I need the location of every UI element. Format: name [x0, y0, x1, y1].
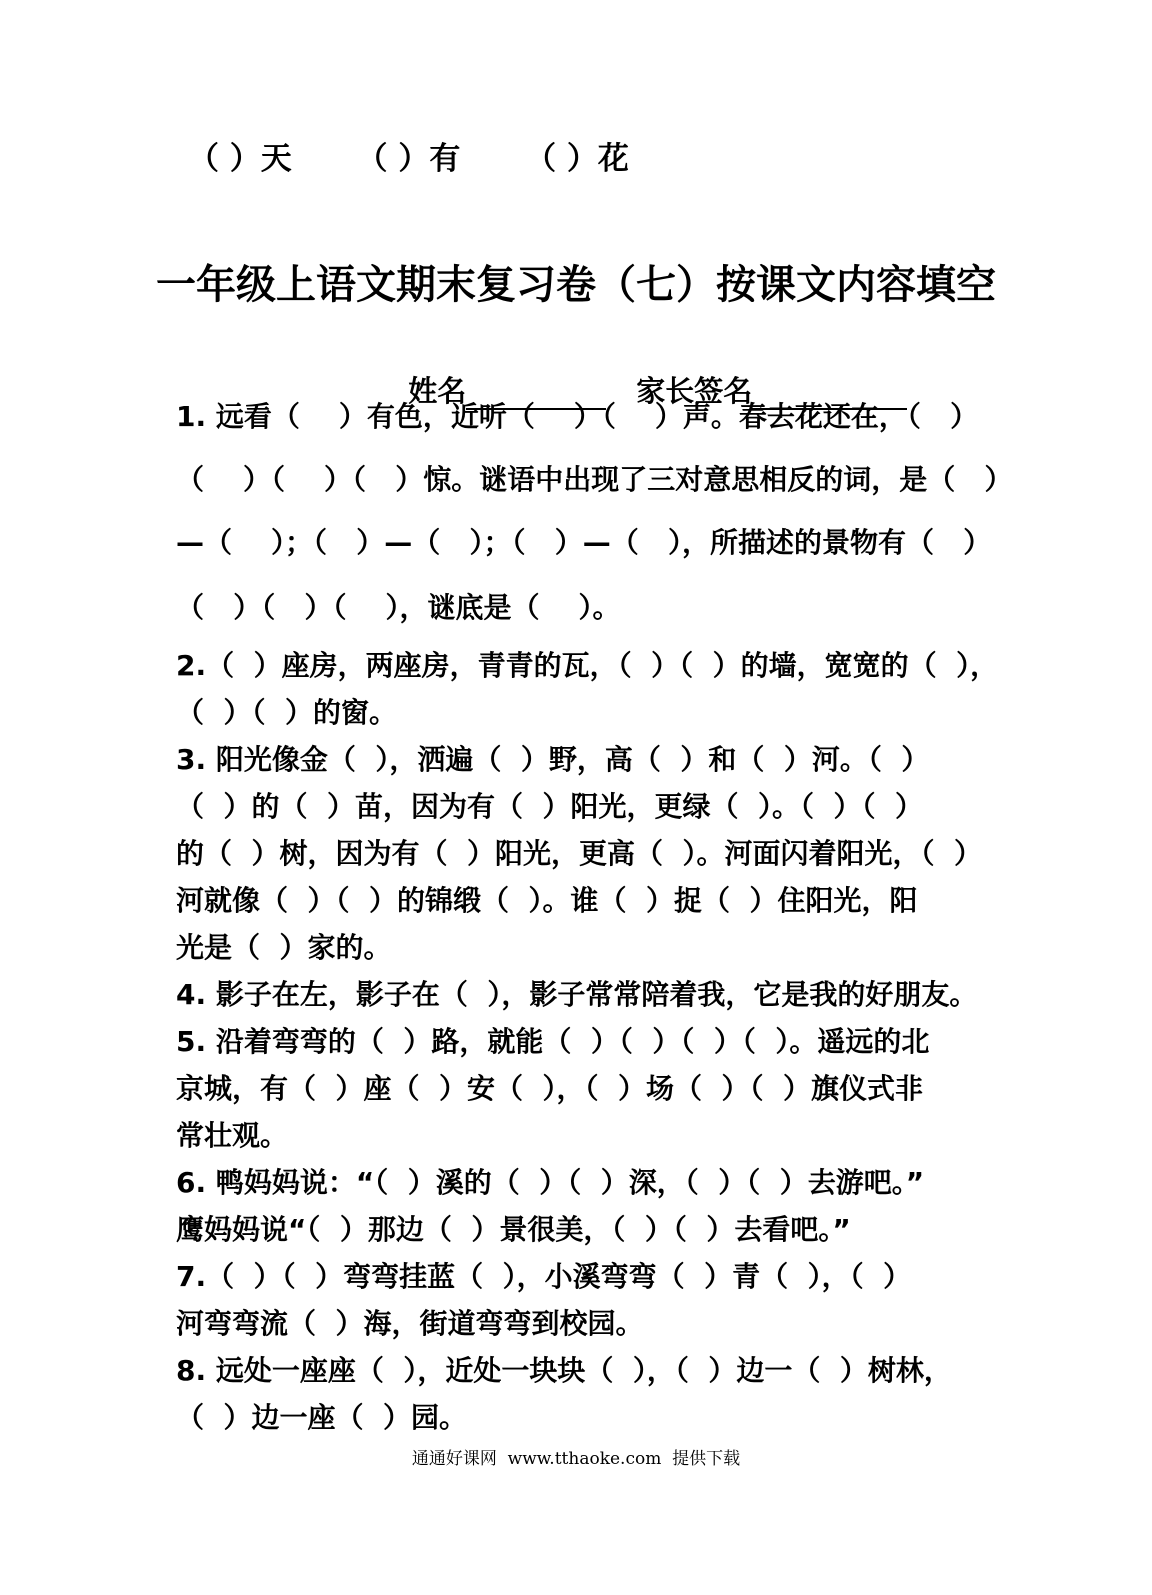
question-line: 鹰妈妈说“（ ）那边（ ）景很美，（ ）（ ）去看吧。”	[176, 1213, 851, 1246]
top-line: （ ）天 （ ）有 （ ）花	[188, 141, 629, 177]
question-line: （ ）边一座（ ）园。	[176, 1401, 467, 1434]
question-line: 5. 沿着弯弯的（ ）路，就能（ ）（ ）（ ）（ ）。遥远的北	[176, 1025, 930, 1058]
name-label: 姓名	[408, 374, 467, 408]
question-line: 的（ ）树，因为有（ ）阳光，更高（ ）。河面闪着阳光，（ ）	[176, 837, 982, 870]
question-line: 4. 影子在左，影子在（ ），影子常常陪着我，它是我的好朋友。	[176, 978, 978, 1011]
question-line: 8. 远处一座座（ ），近处一块块（ ），（ ）边一（ ）树林，	[176, 1354, 952, 1387]
question-line: 光是（ ）家的。	[176, 931, 392, 964]
question-line: （ ）（ ）（ ）惊。谜语中出现了三对意思相反的词，是（ ）	[176, 463, 1013, 496]
question-line: 1. 远看（ ）有色，近听（ ）（ ）声。春去花还在，（ ）	[176, 400, 979, 433]
question-line: 常壮观。	[176, 1119, 289, 1152]
question-line: 6. 鸭妈妈说：“（ ）溪的（ ）（ ）深，（ ）（ ）去游吧。”	[176, 1166, 925, 1199]
question-line: 2.（ ）座房，两座房，青青的瓦，（ ）（ ）的墙，宽宽的（ ），	[176, 649, 999, 682]
question-line: （ ）的（ ）苗，因为有（ ）阳光，更绿（ ）。（ ）（ ）	[176, 790, 923, 823]
question-line: （ ）（ ）的窗。	[176, 696, 397, 729]
question-line: 3. 阳光像金（ ），洒遍（ ）野，高（ ）和（ ）河。（ ）	[176, 743, 930, 776]
question-line: 7.（ ）（ ）弯弯挂蓝（ ），小溪弯弯（ ）青（ ），（ ）	[176, 1260, 912, 1293]
footer-note: 通通好课网 www.tthaoke.com 提供下载	[411, 1449, 741, 1469]
question-line: 河弯弯流（ ）海，街道弯弯到校园。	[176, 1307, 644, 1340]
question-line: 河就像（ ）（ ）的锦缎（ ）。谁（ ）捉（ ）住阳光，阳	[176, 884, 918, 917]
parent-sign-label: 家长签名	[636, 374, 753, 408]
question-line: 京城，有（ ）座（ ）安（ ），（ ）场（ ）（ ）旗仪式非	[176, 1072, 923, 1105]
page-title: 一年级上语文期末复习卷（七）按课文内容填空	[156, 262, 996, 308]
question-line: —（ ）；（ ）—（ ）；（ ）—（ ），所描述的景物有（ ）	[176, 526, 992, 559]
question-line: （ ）（ ）（ ），谜底是（ ）。	[176, 591, 621, 624]
